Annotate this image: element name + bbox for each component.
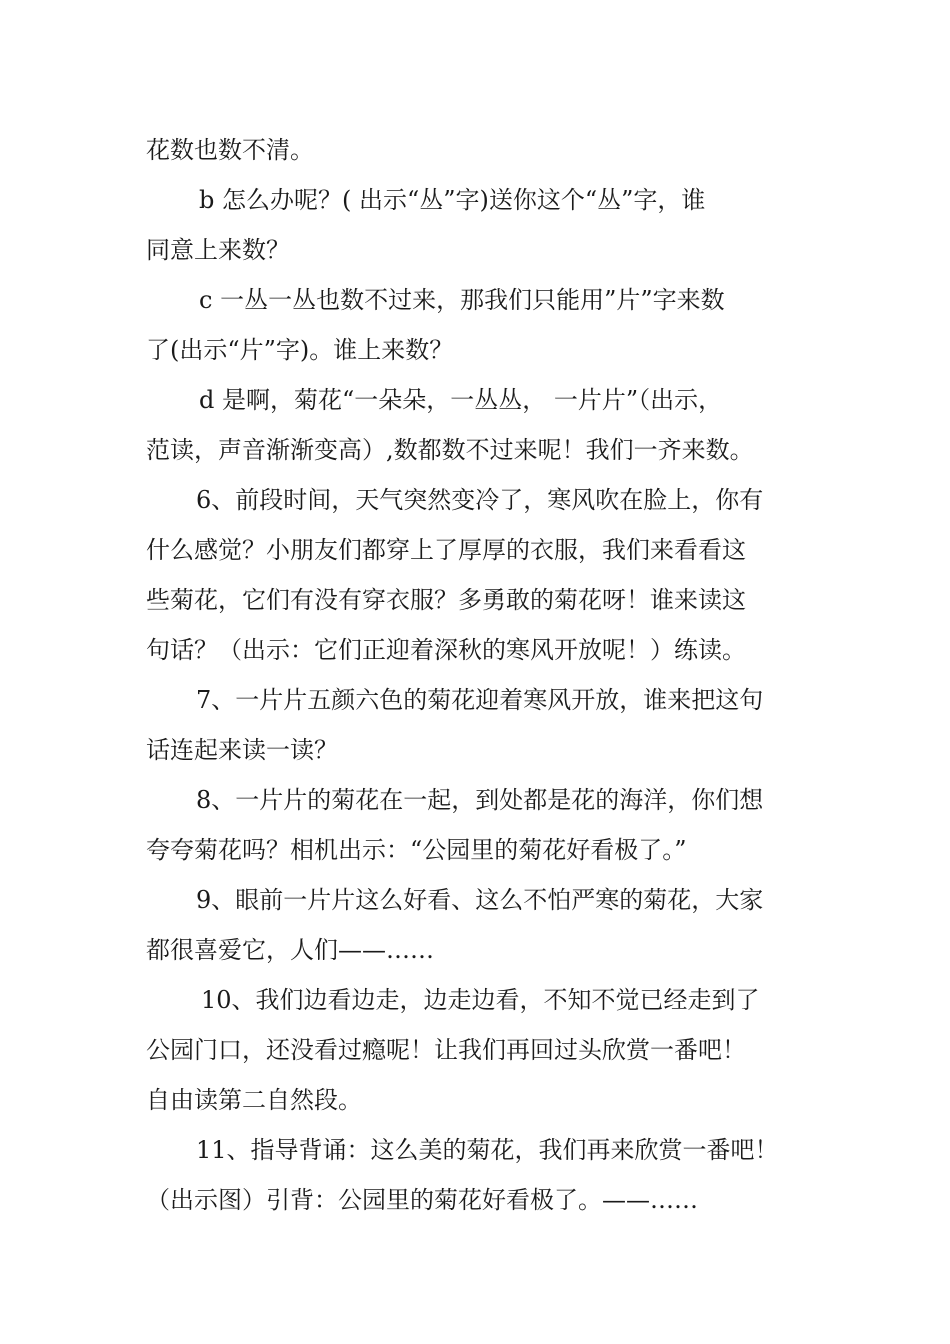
text-line-7: 范读，声音渐渐变高）,数都数不过来呢！我们一齐来数。 xyxy=(146,436,754,464)
text-line-10: 些菊花，它们有没有穿衣服？多勇敢的菊花呀！谁来读这 xyxy=(146,586,746,614)
text-line-9: 什么感觉？小朋友们都穿上了厚厚的衣服，我们来看看这 xyxy=(146,536,746,564)
text-line-15: 夸夸菊花吗？相机出示：“公园里的菊花好看极了。” xyxy=(146,836,687,864)
text-line-3: 同意上来数？ xyxy=(146,236,290,264)
text-line-20: 自由读第二自然段。 xyxy=(146,1086,362,1114)
text-line-8: 6、前段时间，天气突然变冷了，寒风吹在脸上，你有 xyxy=(196,486,764,514)
text-line-21: 11、指导背诵：这么美的菊花，我们再来欣赏一番吧！ xyxy=(196,1136,779,1164)
text-line-6: d 是啊，菊花“一朵朵，一丛丛， 一片片”（出示， xyxy=(199,386,723,414)
text-line-5: 了(出示“片”字)。谁上来数？ xyxy=(146,336,454,364)
text-line-17: 都很喜爱它，人们——…… xyxy=(146,936,434,964)
text-line-1: 花数也数不清。 xyxy=(146,136,314,164)
text-line-2: b 怎么办呢？( 出示“丛”字)送你这个“丛”字，谁 xyxy=(199,186,706,214)
text-line-16: 9、眼前一片片这么好看、这么不怕严寒的菊花，大家 xyxy=(196,886,764,914)
text-line-12: 7、一片片五颜六色的菊花迎着寒风开放，谁来把这句 xyxy=(196,686,764,714)
text-line-13: 话连起来读一读？ xyxy=(146,736,338,764)
text-line-14: 8、一片片的菊花在一起，到处都是花的海洋，你们想 xyxy=(196,786,764,814)
text-line-18: 10、我们边看边走，边走边看，不知不觉已经走到了 xyxy=(201,986,760,1014)
text-line-22: （出示图）引背：公园里的菊花好看极了。——…… xyxy=(146,1186,698,1214)
text-line-4: c 一丛一丛也数不过来，那我们只能用”片”字来数 xyxy=(199,286,725,314)
text-line-19: 公园门口，还没看过瘾呢！让我们再回过头欣赏一番吧！ xyxy=(146,1036,746,1064)
text-line-11: 句话？（出示：它们正迎着深秋的寒风开放呢！）练读。 xyxy=(146,636,746,664)
